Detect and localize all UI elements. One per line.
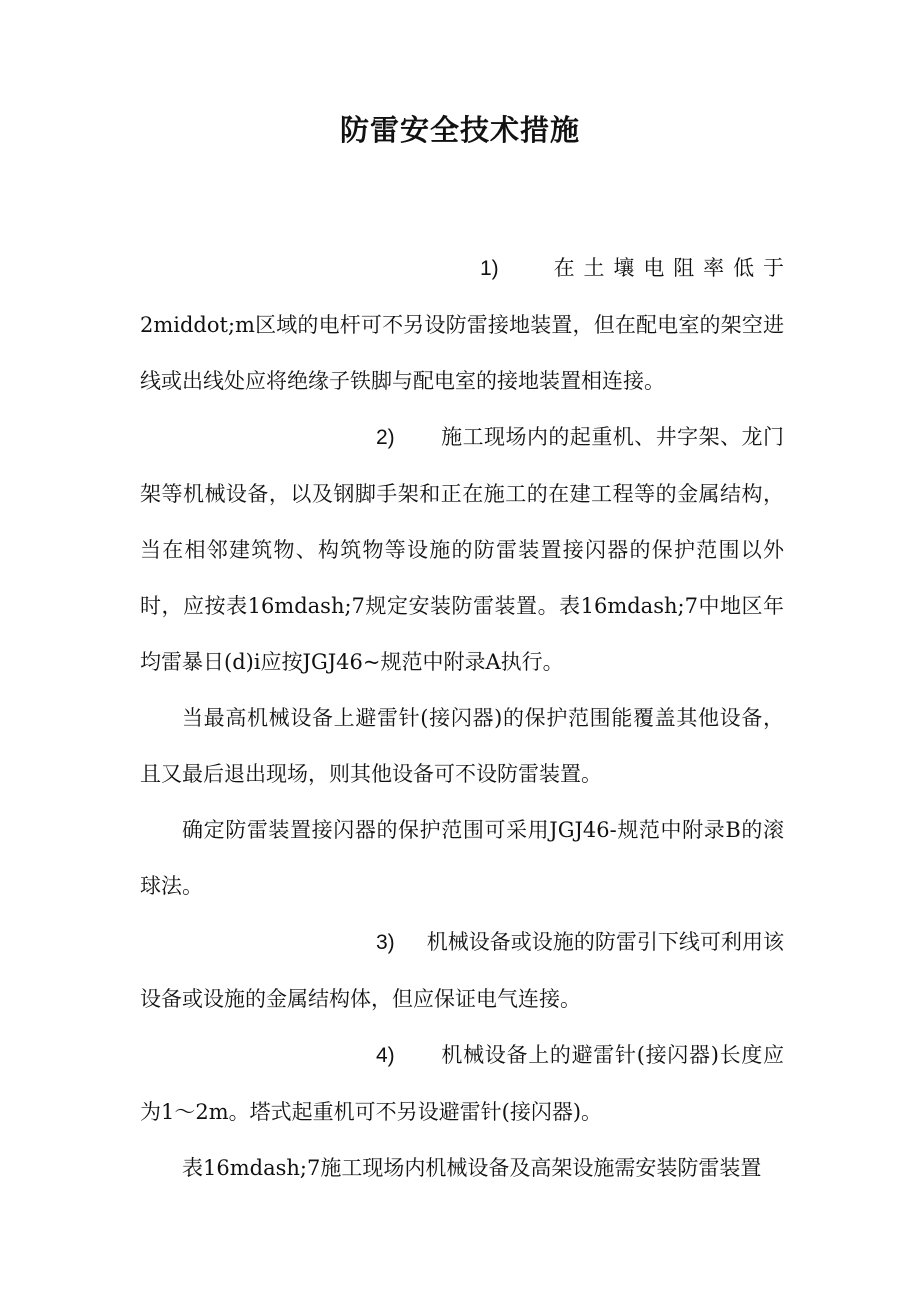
paragraph-number: 1) — [480, 257, 499, 280]
paragraph-number: 3) — [376, 931, 395, 954]
paragraph-1 — [140, 240, 784, 409]
paragraph-2 — [140, 409, 784, 690]
paragraph-7 — [140, 1140, 784, 1196]
paragraph-number: 2) — [376, 426, 395, 449]
paragraph-3 — [140, 690, 784, 802]
paragraph-text: 确定防雷装置接闪器的保护范围可采用JGJ46-规范中附录B的滚球法。 — [140, 818, 784, 898]
paragraph-5 — [140, 914, 784, 1027]
paragraph-text: 表16mdash;7施工现场内机械设备及高架设施需安装防雷装置 — [182, 1156, 762, 1180]
paragraph-text: 机械设备或设施的防雷引下线可利用该设备或设施的金属结构体，但应保证电气连接。 — [140, 930, 784, 1011]
paragraph-text: 机械设备上的避雷针(接闪器)长度应为1～2m。塔式起重机可不另设避雷针(接闪器)。 — [140, 1043, 784, 1124]
paragraph-6 — [140, 1027, 784, 1140]
paragraph-4 — [140, 802, 784, 914]
paragraph-text: 当最高机械设备上避雷针(接闪器)的保护范围能覆盖其他设备，且又最后退出现场，则其他设备可不设防雷装置。 — [140, 706, 784, 786]
paragraph-text: 在土壤电阻率低于2middot;m区域的电杆可不另设防雷接地装置，但在配电室的架空进线或出线处应将绝缘子铁脚与配电室的接地装置相连接。 — [140, 256, 784, 393]
paragraph-text: 施工现场内的起重机、井字架、龙门架等机械设备，以及钢脚手架和正在施工的在建工程等的金属结构，当在相邻建筑物、构筑物等设施的防雷装置接闪器的保护范围以外时，应按表16mdash;7规定安装防雷装置。表16mdash;7中地区年均雷暴日(d)i应按JGJ46~规范中附录A执行。 — [140, 425, 784, 674]
paragraph-number: 4) — [376, 1044, 395, 1067]
document-body — [140, 240, 784, 1196]
document-title: 防雷安全技术措施 — [339, 113, 580, 147]
